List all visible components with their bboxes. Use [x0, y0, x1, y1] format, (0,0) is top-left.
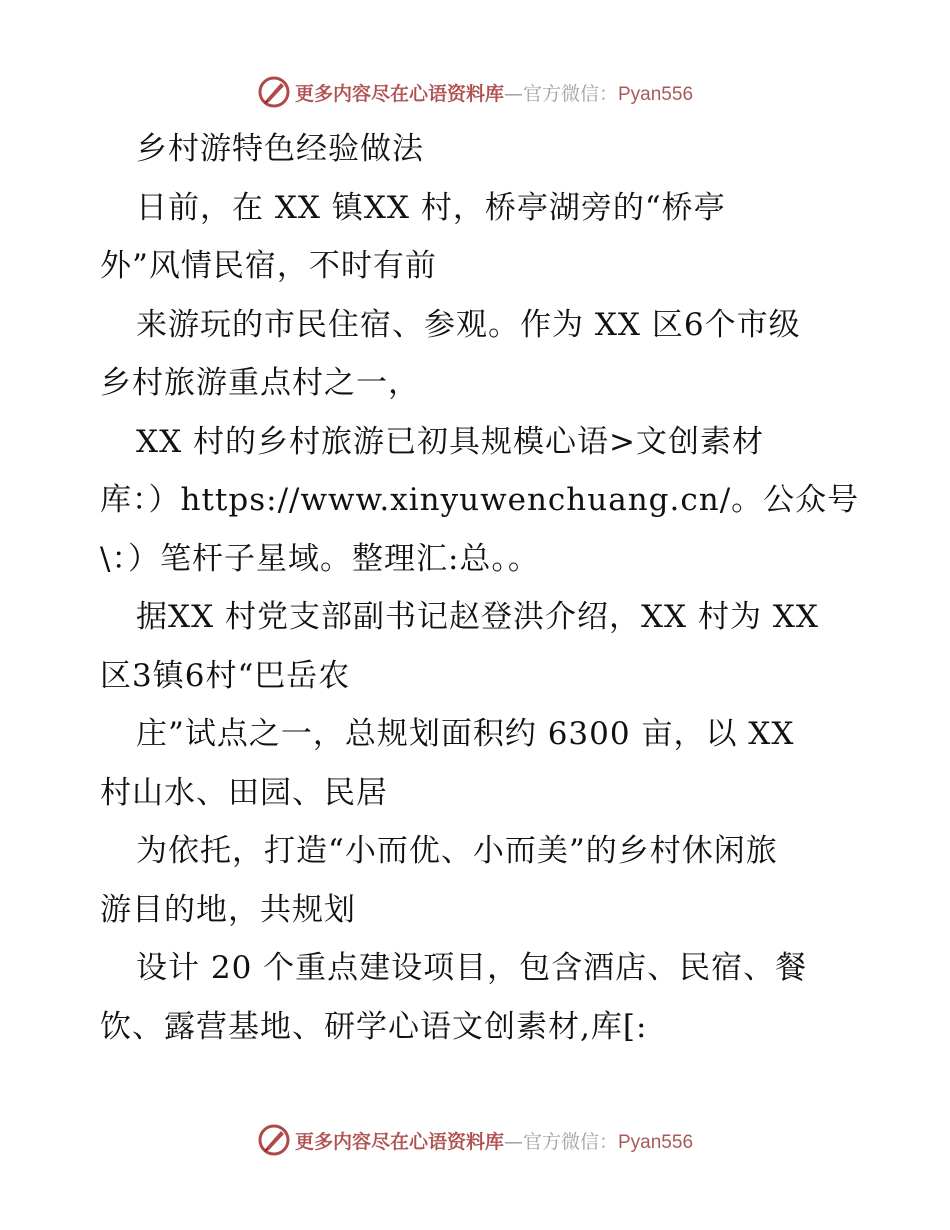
- header-watermark-banner: [0, 72, 950, 112]
- watermark-wechat-id: Pyan556: [618, 1131, 694, 1153]
- watermark-text: [295, 1127, 693, 1154]
- quill-pen-seal-icon: [257, 75, 291, 109]
- paragraph-line: 来游玩的市民住宿、参观。作为 XX 区6个市级: [136, 306, 801, 343]
- paragraph-line: 村山水、田园、民居: [100, 774, 388, 811]
- paragraph-line: 区3镇6村“巴岳农: [100, 657, 351, 694]
- paragraph-line: 库：）https://www.xinyuwenchuang.cn/。公众号: [100, 482, 860, 518]
- watermark-wechat-label: 官方微信：: [522, 1130, 618, 1153]
- watermark-wechat-label: 官方微信：: [522, 82, 618, 105]
- document-body: [100, 120, 860, 1056]
- paragraph-line: 庄”试点之一，总规划面积约 6300 亩，以 XX: [136, 716, 795, 752]
- paragraph-line: 游目的地，共规划: [100, 891, 356, 928]
- paragraph-line: 饮、露营基地、研学心语文创素材,库[:: [100, 1008, 648, 1045]
- document-title: 乡村游特色经验做法: [136, 131, 424, 167]
- watermark-main: 更多内容尽在心语资料库: [294, 1130, 504, 1153]
- watermark-main: 更多内容尽在心语资料库: [294, 82, 504, 105]
- watermark-wechat-id: Pyan556: [618, 83, 694, 105]
- paragraph-line: 为依托，打造“小而优、小而美”的乡村休闲旅: [136, 833, 778, 869]
- watermark-text: [295, 79, 693, 106]
- watermark-dash: —: [503, 82, 523, 105]
- paragraph-line: 外”风情民宿，不时有前: [100, 248, 437, 284]
- footer-watermark-banner: [0, 1120, 950, 1160]
- paragraph-line: 乡村旅游重点村之一，: [100, 365, 420, 401]
- paragraph-line: 据XX 村党支部副书记赵登洪介绍，XX 村为 XX: [136, 599, 819, 635]
- paragraph-line: 日前，在 XX 镇XX 村，桥亭湖旁的“桥亭: [136, 189, 726, 226]
- watermark-dash: —: [503, 1130, 523, 1153]
- paragraph-line: \：）笔杆子星域。整理汇:总。。: [100, 540, 540, 577]
- paragraph-line: 设计 20 个重点建设项目，包含酒店、民宿、餐: [136, 950, 808, 986]
- paragraph-line: XX 村的乡村旅游已初具规模心语>文创素材: [136, 423, 764, 460]
- quill-pen-seal-icon: [257, 1123, 291, 1157]
